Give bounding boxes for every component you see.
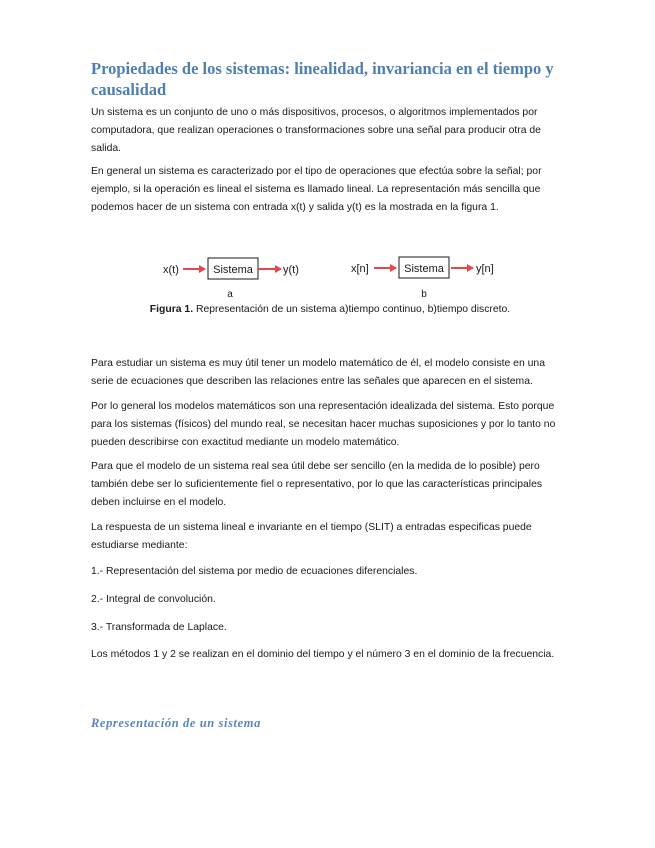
diagram-b-output: y[n] <box>476 263 494 275</box>
document-title: Propiedades de los sistemas: linealidad, invariancia en el tiempo y causalidad <box>91 59 554 99</box>
diagram-a-output: y(t) <box>283 264 299 276</box>
system-diagram <box>91 252 569 302</box>
paragraph-methods: Los métodos 1 y 2 se realizan en el dominio del tiempo y el número 3 en el dominio de la frecuencia. <box>91 649 555 660</box>
diagram-b-input: x[n] <box>351 263 369 275</box>
section-subheading: Representación de un sistema <box>91 716 261 730</box>
paragraph-model: Para estudiar un sistema es muy útil tener un modelo matemático de él, el modelo consiste en una serie de ecuaciones que describen las relaciones entre las señales que aparecen en el sistema. <box>91 358 545 387</box>
list-item-3: 3.- Transformada de Laplace. <box>91 622 227 633</box>
paragraph-characterization: En general un sistema es caracterizado por el tipo de operaciones que efectúa sobre la señal; por ejemplo, si la operación es lineal el sistema es llamado lineal. La representación más sencilla que podemos hacer de un sistema con entrada x(t) y salida y(t) es la mostrada en la figura 1. <box>91 166 542 213</box>
figure-caption-text: Representación de un sistema a)tiempo continuo, b)tiempo discreto. <box>193 304 511 315</box>
list-item-2: 2.- Integral de convolución. <box>91 594 216 605</box>
diagram-a-label: a <box>227 289 233 300</box>
paragraph-slit: La respuesta de un sistema lineal e invariante en el tiempo (SLIT) a entradas especificas puede estudiarse mediante: <box>91 522 532 551</box>
diagram-b-system-label: Sistema <box>404 263 444 275</box>
diagram-a-system-label: Sistema <box>213 264 253 276</box>
paragraph-idealized: Por lo general los modelos matemáticos son una representación idealizada del sistema. Esto porque para los sistemas (físicos) del mundo real, se necesitan hacer muchas suposiciones y por lo tanto no pueden describirse con exactitud mediante un modelo matemático. <box>91 401 556 448</box>
figure-caption-label: Figura 1. <box>149 304 194 315</box>
paragraph-definition: Un sistema es un conjunto de uno o más dispositivos, procesos, o algoritmos implementados por computadora, que realizan operaciones o transformaciones sobre una señal para producir otra de salida. <box>91 107 541 154</box>
diagram-a-input: x(t) <box>163 264 179 276</box>
figure-caption <box>91 303 569 317</box>
diagram-b-label: b <box>421 289 427 300</box>
list-item-1: 1.- Representación del sistema por medio de ecuaciones diferenciales. <box>91 566 418 577</box>
paragraph-fidelity: Para que el modelo de un sistema real sea útil debe ser sencillo (en la medida de lo posible) pero también debe ser lo suficientemente fiel o representativo, por lo que las características principales deben incluirse en el modelo. <box>91 461 543 508</box>
